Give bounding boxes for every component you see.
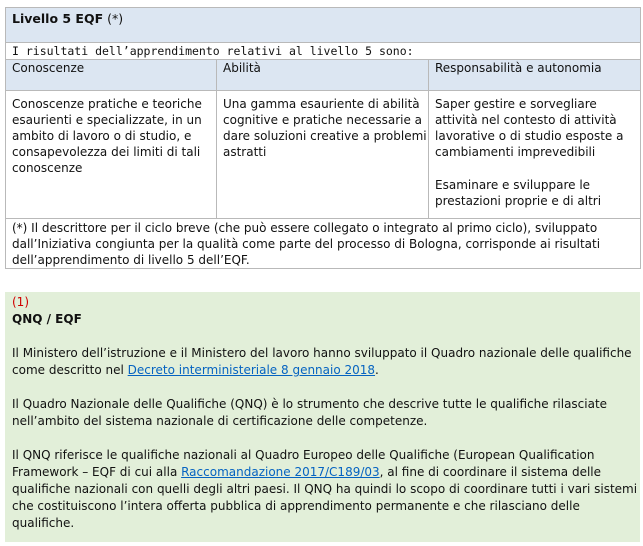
note-p3-end: , al fine di coordinare il sistema delle qualifiche nazionali con quelli degli altri paesi. Il QNQ ha quindi lo scopo di coordinare tutti i vari sistemi che costituiscono l’intera offerta pubblica di apprendimento permanente e che rilasciano delle qualifiche.	[12, 465, 638, 530]
column-header-abilita: Abilità	[217, 60, 429, 91]
decreto-link[interactable]: Decreto interministeriale 8 gennaio 2018	[127, 363, 376, 377]
table-title	[6, 8, 641, 43]
table-title-bold: Livello 5 EQF	[12, 11, 104, 26]
raccomandazione-link[interactable]: Raccomandazione 2017/C189/03	[181, 465, 380, 479]
table-intro: I risultati dell’apprendimento relativi al livello 5 sono:	[6, 43, 641, 60]
note-p1-text: Il Ministero dell’istruzione e il Ministero del lavoro hanno sviluppato il Quadro nazionale delle qualifiche come descritto nel	[12, 346, 632, 377]
note-paragraph-2: Il Quadro Nazionale delle Qualifiche (QNQ) è lo strumento che descrive tutte le qualifiche rilasciate nell’ambito del sistema nazionale di certificazione delle competenze.	[12, 397, 608, 428]
eqf-level-table	[5, 7, 640, 269]
column-header-conoscenze: Conoscenze	[6, 60, 217, 91]
note-number: (1)	[12, 295, 29, 309]
column-header-responsabilita: Responsabilità e autonomia	[429, 60, 641, 91]
note-title: QNQ / EQF	[12, 312, 82, 326]
note-paragraph-3	[12, 447, 640, 532]
table-footnote: (*) Il descrittore per il ciclo breve (che può essere collegato o integrato al primo ciclo), sviluppato dall’Iniziativa congiunta per la qualità come parte del processo di Bologna, corrisponde ai risultati dell’apprendimento di livello 5 dell’EQF.	[6, 219, 641, 269]
note-p3-text: Il QNQ riferisce le qualifiche nazionali al Quadro Europeo delle Qualifiche (European Qualification Framework – EQF di cui alla	[12, 448, 595, 479]
note-p1-end: .	[375, 363, 379, 377]
cell-abilita: Una gamma esauriente di abilità cognitive e pratiche necessarie a dare soluzioni creative a problemi astratti	[217, 91, 429, 219]
cell-conoscenze: Conoscenze pratiche e teoriche esaurienti e specializzate, in un ambito di lavoro o di studio, e consapevolezza dei limiti di tali conoscenze	[6, 91, 217, 219]
note-paragraph-1	[12, 345, 640, 379]
qnq-note-box	[5, 292, 640, 542]
cell-responsabilita-line2: Esaminare e sviluppare le prestazioni proprie e di altri	[435, 178, 602, 208]
cell-responsabilita-line1: Saper gestire e sorvegliare attività nel contesto di attività lavorative o di studio esposte a cambiamenti imprevedibili	[435, 97, 624, 159]
table-title-suffix: (*)	[103, 11, 124, 26]
cell-responsabilita	[429, 91, 641, 219]
